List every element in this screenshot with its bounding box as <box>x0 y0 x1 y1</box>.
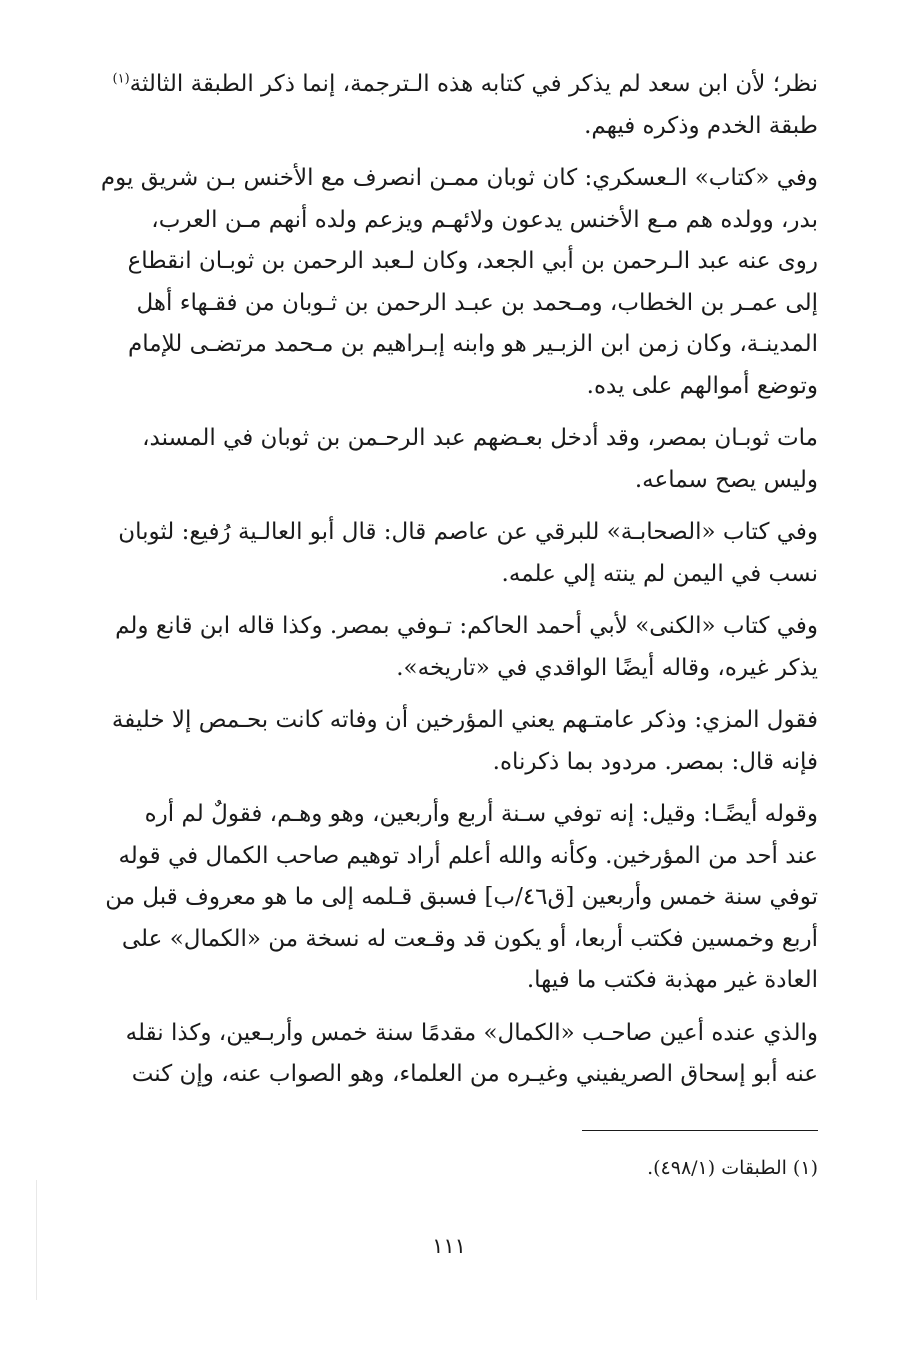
text-line: والذي عنده أعين صاحـب «الكمال» مقدمًا سنة خمس وأربـعين، وكذا نقله <box>125 1019 818 1046</box>
text-line: وليس يصح سماعه. <box>634 466 818 493</box>
text-line: العادة غير مهذبة فكتب ما فيها. <box>526 967 818 993</box>
text-line: المدينـة، وكان زمن ابن الزبـير هو وابنه إبـراهيم بن مـحمد مرتضـى للإمام <box>128 331 818 357</box>
footnote: (١) الطبقات (٤٩٨/١). <box>647 1157 818 1179</box>
text-line: طبقة الخدم وذكره فيهم. <box>584 112 818 139</box>
paragraph-8 <box>78 1013 818 1096</box>
text-line: وقوله أيضًـا: وقيل: إنه توفي سـنة أربع وأربعين، وهو وهـم، فقولٌ لم أره <box>144 801 818 827</box>
text-line: نظر؛ لأن ابن سعد لم يذكر في كتابه هذه الـترجمة، إنما ذكر الطبقة الثالثة$^{(١)}$ <box>112 71 818 97</box>
text-line: عنه أبو إسحاق الصريفيني وغيـره من العلماء، وهو الصواب عنه، وإن كنت <box>131 1061 818 1087</box>
scan-edge-line <box>36 1180 37 1300</box>
text-line: وفي كتاب «الصحابـة» للبرقي عن عاصم قال: قال أبو العالـية رُفيع: لثوبان <box>118 519 818 545</box>
text-line: فقول المزي: وذكر عامتـهم يعني المؤرخين أن وفاته كانت بحـمص إلا خليفة <box>111 707 818 733</box>
text-line: وفي «كتاب» الـعسكري: كان ثوبان ممـن انصرف مع الأخنس بـن شريق يوم <box>100 165 818 191</box>
paragraph-4 <box>78 512 818 595</box>
paragraph-7 <box>78 794 818 1002</box>
text-line: نسب في اليمن لم ينته إلي علمه. <box>501 560 818 587</box>
footnote-reference: (١) <box>112 71 130 87</box>
text-line: روى عنه عبد الـرحمن بن أبي الجعد، وكان لـعبد الرحمن بن ثوبـان انقطاع <box>127 248 818 274</box>
page-number: ١١١ <box>432 1234 466 1258</box>
text-line: وفي كتاب «الكنى» لأبي أحمد الحاكم: تـوفي بمصر. وكذا قاله ابن قانع ولم <box>115 613 818 639</box>
paragraph-5 <box>78 606 818 689</box>
text-line: إلى عمـر بن الخطاب، ومـحمد بن عبـد الرحمن بن ثـوبان من فقـهاء أهل <box>136 289 818 316</box>
text-line: عند أحد من المؤرخين. وكأنه والله أعلم أراد توهيم صاحب الكمال في قوله <box>118 842 818 869</box>
text-line: توفي سنة خمس وأربعين [ق٤٦/ب] فسبق قـلمه إلى ما هو معروف قبل من <box>105 884 818 910</box>
footnote-separator <box>582 1130 818 1131</box>
paragraph-3 <box>78 418 818 501</box>
text-line: وتوضع أموالهم على يده. <box>586 372 818 399</box>
text-line: فإنه قال: بمصر. مردود بما ذكرناه. <box>492 748 818 775</box>
paragraph-1 <box>78 64 818 147</box>
document-body <box>78 64 818 1107</box>
text-line: بدر، وولده هم مـع الأخنس يدعون ولائهـم ويزعم ولده أنهم مـن العرب، <box>151 206 818 233</box>
text-line: يذكر غيره، وقاله أيضًا الواقدي في «تاريخه». <box>396 654 818 681</box>
text-line: أربع وخمسين فكتب أربعا، أو يكون قد وقـعت له نسخة من «الكمال» على <box>121 925 818 952</box>
paragraph-2 <box>78 158 818 407</box>
paragraph-6 <box>78 700 818 783</box>
text-line: مات ثوبـان بمصر، وقد أدخل بعـضهم عبد الرحـمن بن ثوبان في المسند، <box>142 425 818 451</box>
